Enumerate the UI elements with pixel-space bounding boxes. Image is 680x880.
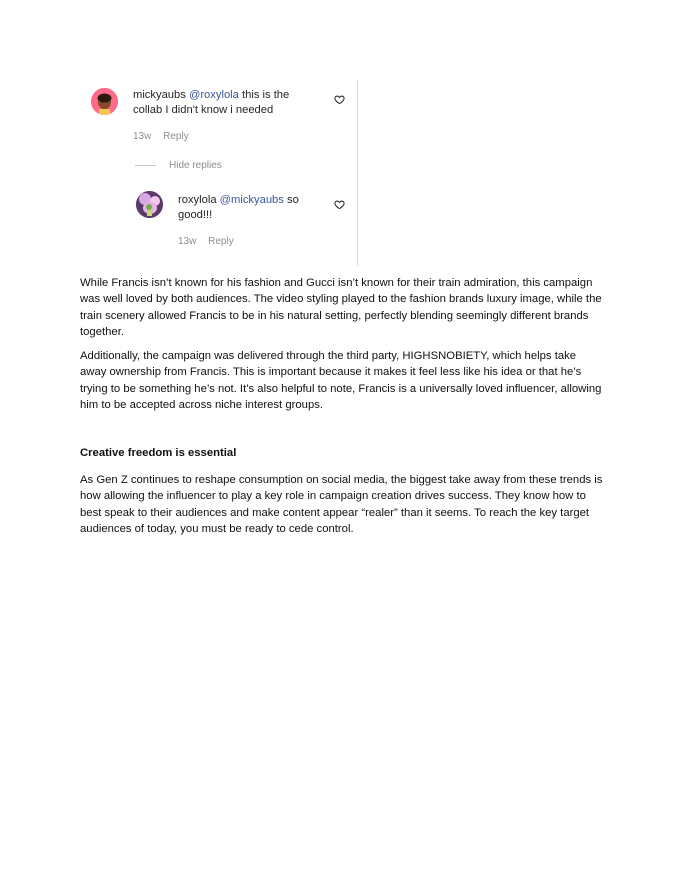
comment-thread-screenshot xyxy=(80,80,358,266)
reply-button[interactable]: Reply xyxy=(163,131,189,142)
comment-text xyxy=(178,193,318,223)
comment-timestamp: 13w xyxy=(133,131,152,142)
comment-text xyxy=(133,88,313,118)
hide-replies-button[interactable] xyxy=(135,160,222,171)
heart-icon[interactable] xyxy=(334,199,345,210)
comment-body: so good!!! xyxy=(178,194,299,221)
section-heading: Creative freedom is essential xyxy=(80,447,237,459)
divider xyxy=(135,165,156,166)
comment-mention[interactable]: @roxylola xyxy=(188,89,239,101)
hide-replies-label: Hide replies xyxy=(169,160,222,171)
body-paragraph: Additionally, the campaign was delivered through the third party, HIGHSNOBIETY, which helps take away ownership from Francis. This is important because it makes it feel less like his idea or that he’s trying to be something he’s not. It’s also helpful to note, Francis is a universally loved influencer, allowing him to be accepted across niche interest groups. xyxy=(80,350,602,411)
body-paragraph: While Francis isn’t known for his fashion and Gucci isn’t known for their train admiration, this campaign was well loved by both audiences. The video styling played to the fashion brands luxury image, while the train scenery allowed Francis to be in his natural setting, perfectly blending seemingly different brands together. xyxy=(80,277,602,338)
comment-timestamp: 13w xyxy=(178,236,197,247)
comment-username[interactable]: mickyaubs xyxy=(133,89,186,101)
heart-icon[interactable] xyxy=(334,94,345,105)
avatar[interactable] xyxy=(136,191,163,218)
comment-body: this is the collab I didn't know i needed xyxy=(133,89,290,116)
comment-mention[interactable]: @mickyaubs xyxy=(219,194,284,206)
reply-button[interactable]: Reply xyxy=(208,236,234,247)
comment-meta xyxy=(178,236,243,247)
comment-username[interactable]: roxylola xyxy=(178,194,217,206)
body-paragraph: As Gen Z continues to reshape consumption on social media, the biggest take away from these trends is how allowing the influencer to play a key role in campaign creation drives success. They know how to best speak to their audiences and make content appear “realer” than it seems. To reach the key target audiences of today, you must be ready to cede control. xyxy=(80,474,603,535)
avatar[interactable] xyxy=(91,88,118,115)
comment-meta xyxy=(133,131,198,142)
